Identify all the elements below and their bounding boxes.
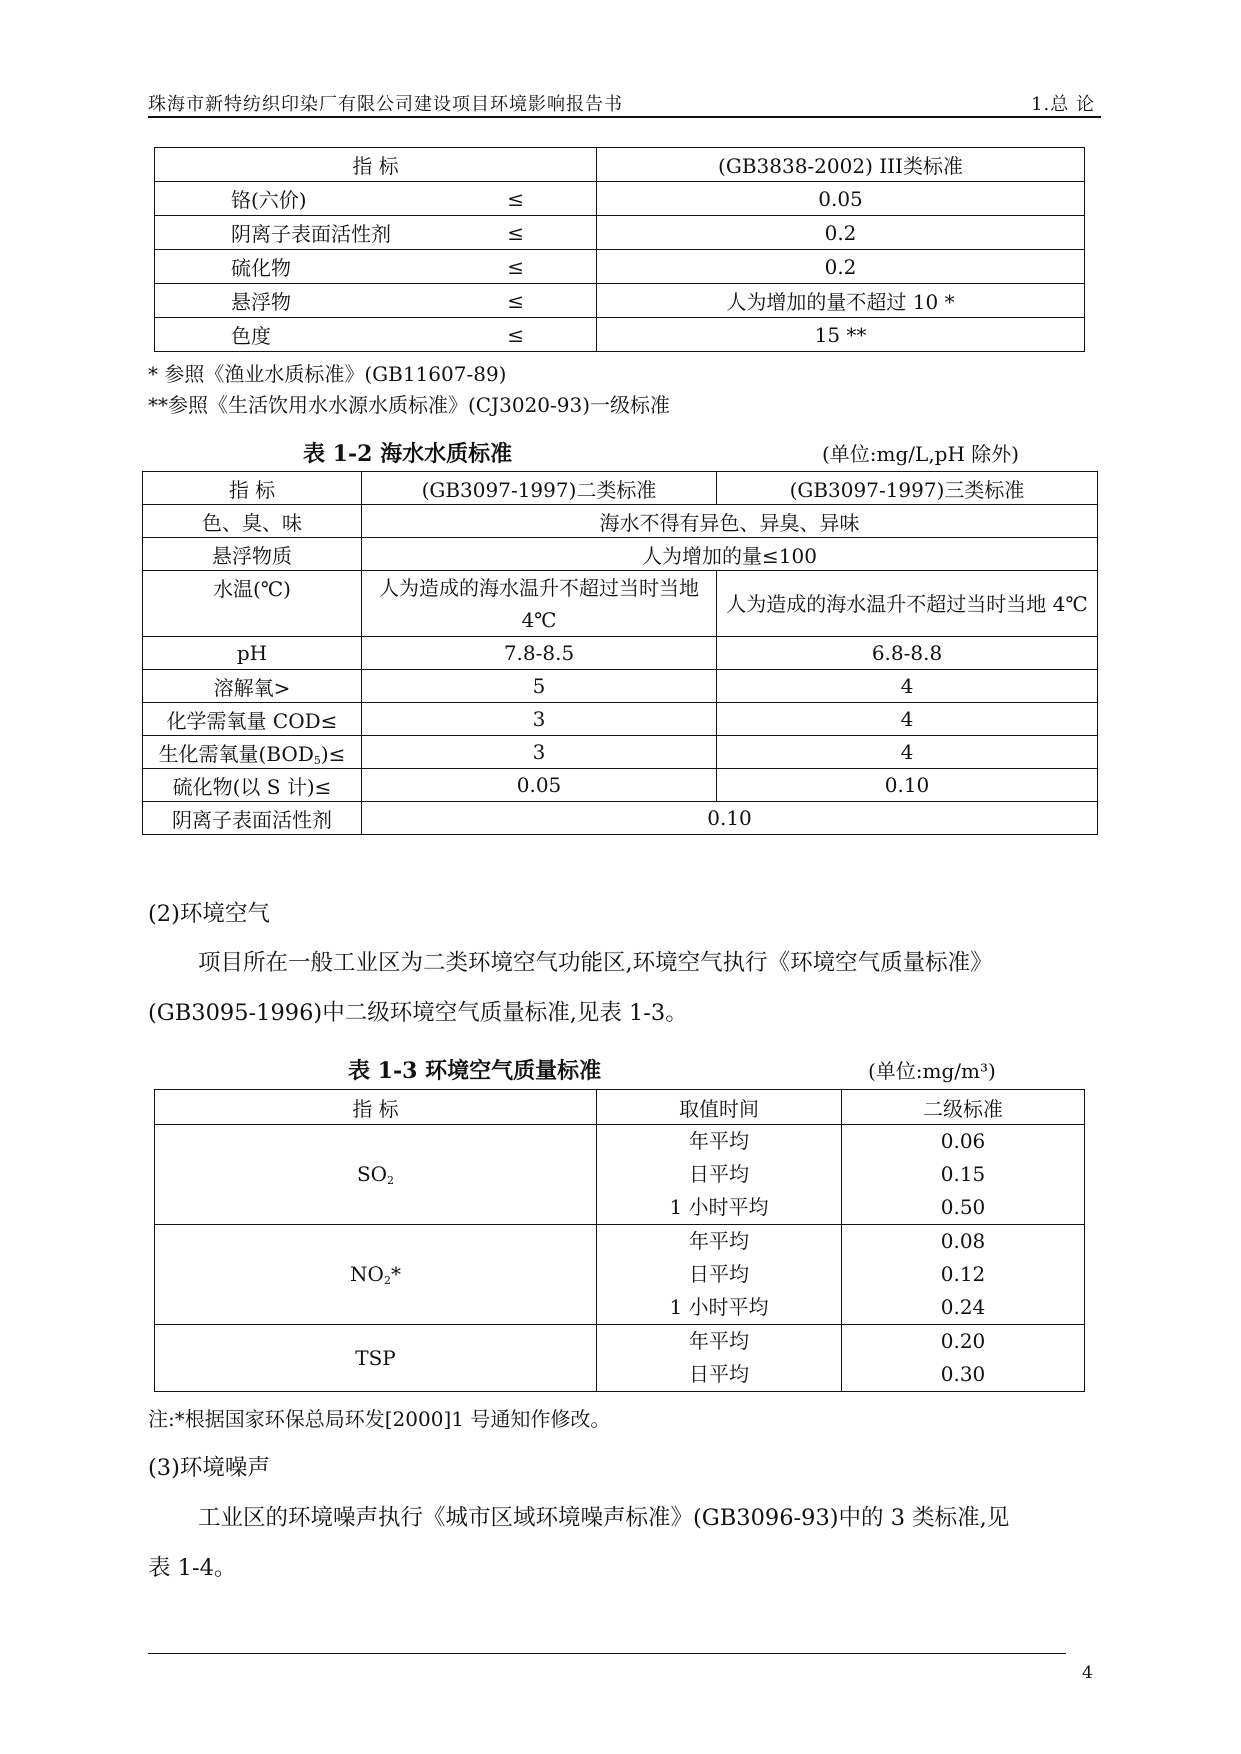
document-title: 珠海市新特纺织印染厂有限公司建设项目环境影响报告书 [148, 94, 623, 115]
header-cell: 取值时间 [597, 1090, 842, 1125]
header-cell: (GB3838-2002) III类标准 [597, 148, 1085, 182]
paragraph-line: (GB3095-1996)中二级环境空气质量标准,见表 1-3。 [148, 1000, 688, 1026]
averaging-time: 年平均 [689, 1229, 749, 1253]
table-row [143, 571, 1098, 637]
table-row [143, 703, 1098, 736]
surface-water-table [154, 147, 1085, 352]
averaging-time: 1 小时平均 [669, 1195, 769, 1219]
table-row [143, 670, 1098, 703]
averaging-times [597, 1325, 842, 1392]
footer-divider [148, 1653, 1066, 1654]
table-row [155, 182, 1085, 216]
standard-values [842, 1325, 1085, 1392]
operator: ≤ [507, 220, 524, 245]
standard-value: 人为增加的量不超过 10 * [597, 284, 1085, 318]
standard-value: 4 [717, 736, 1098, 769]
indicator-name: 阴离子表面活性剂 [231, 222, 391, 246]
paragraph-line: 表 1-4。 [148, 1555, 237, 1581]
table-row [143, 538, 1098, 571]
indicator-name: pH [143, 637, 362, 670]
averaging-time: 日平均 [689, 1162, 749, 1186]
table-row [143, 505, 1098, 538]
table-row [143, 802, 1098, 835]
table-footnote: 注:*根据国家环保总局环发[2000]1 号通知作修改。 [148, 1407, 611, 1431]
standard-value: 0.50 [940, 1195, 986, 1219]
indicator-name: 悬浮物 [231, 290, 291, 314]
table-row [143, 637, 1098, 670]
indicator-name: 色度 [231, 324, 271, 348]
table-header-row [155, 148, 1085, 182]
indicator-name: 化学需氧量 COD≤ [143, 703, 362, 736]
table-header-row [143, 472, 1098, 505]
averaging-time: 日平均 [689, 1362, 749, 1386]
standard-value: 0.15 [940, 1162, 986, 1186]
page-number: 4 [1082, 1663, 1093, 1683]
table-row [155, 250, 1085, 284]
standard-value: 人为增加的量≤100 [362, 538, 1098, 571]
standard-values [842, 1125, 1085, 1225]
indicator-name: 硫化物(以 S 计)≤ [143, 769, 362, 802]
air-quality-table [154, 1089, 1085, 1392]
operator: ≤ [507, 186, 524, 211]
indicator-name: 溶解氧> [143, 670, 362, 703]
standard-value: 0.2 [597, 250, 1085, 284]
standard-value: 0.05 [597, 182, 1085, 216]
pollutant-name [155, 1225, 597, 1325]
standard-value: 4 [717, 703, 1098, 736]
seawater-quality-table [142, 471, 1098, 835]
indicator-name-text: 生化需氧量(BOD [158, 741, 314, 766]
header-cell: (GB3097-1997)三类标准 [717, 472, 1098, 505]
table-row [143, 736, 1098, 769]
standard-value: 人为造成的海水温升不超过当时当地 4℃ [717, 571, 1098, 637]
indicator-name: 悬浮物质 [143, 538, 362, 571]
page-header [148, 86, 1101, 116]
table-row [155, 1125, 1085, 1225]
pollutant-name [155, 1125, 597, 1225]
header-cell: (GB3097-1997)二类标准 [362, 472, 717, 505]
header-cell: 指 标 [155, 1090, 597, 1125]
operator: ≤ [507, 322, 524, 347]
standard-value: 4 [717, 670, 1098, 703]
standard-value: 0.30 [940, 1362, 986, 1386]
averaging-time: 年平均 [689, 1129, 749, 1153]
standard-values [842, 1225, 1085, 1325]
table-row [155, 1325, 1085, 1392]
indicator-name: 水温(℃) [143, 571, 362, 637]
table-footnote: **参照《生活饮用水水源水质标准》(CJ3020-93)一级标准 [148, 393, 671, 417]
standard-value: 6.8-8.8 [717, 637, 1098, 670]
table-row [155, 284, 1085, 318]
standard-value: 0.08 [940, 1229, 986, 1253]
averaging-time: 年平均 [689, 1329, 749, 1353]
header-cell: 二级标准 [842, 1090, 1085, 1125]
standard-value: 海水不得有异色、异臭、异味 [362, 505, 1098, 538]
standard-value: 0.10 [362, 802, 1098, 835]
table-row [155, 318, 1085, 352]
indicator-name: 阴离子表面活性剂 [143, 802, 362, 835]
pollutant-text: NO [350, 1262, 384, 1286]
table-caption: 表 1-3 环境空气质量标准 [348, 1058, 602, 1084]
table-row [155, 216, 1085, 250]
standard-value: 5 [362, 670, 717, 703]
section-heading: (3)环境噪声 [148, 1455, 270, 1481]
indicator-name-text: )≤ [320, 741, 346, 766]
paragraph-line: 项目所在一般工业区为二类环境空气功能区,环境空气执行《环境空气质量标准》 [198, 950, 993, 976]
table-caption: 表 1-2 海水水质标准 [303, 441, 513, 467]
table-header-row [155, 1090, 1085, 1125]
pollutant-name [155, 1325, 597, 1392]
standard-value: 0.06 [940, 1129, 986, 1153]
averaging-time: 日平均 [689, 1262, 749, 1286]
section-label: 1.总 论 [1031, 94, 1095, 115]
header-divider [148, 116, 1101, 118]
averaging-times [597, 1225, 842, 1325]
table-row [143, 769, 1098, 802]
standard-value: 3 [362, 736, 717, 769]
indicator-name [143, 736, 362, 769]
paragraph-line: 工业区的环境噪声执行《城市区域环境噪声标准》(GB3096-93)中的 3 类标准,见 [198, 1505, 1010, 1531]
averaging-time: 1 小时平均 [669, 1295, 769, 1319]
standard-value: 0.2 [597, 216, 1085, 250]
operator: ≤ [507, 288, 524, 313]
table-footnote: * 参照《渔业水质标准》(GB11607-89) [148, 362, 507, 386]
table-row [155, 1225, 1085, 1325]
standard-value: 人为造成的海水温升不超过当时当地 4℃ [362, 571, 717, 637]
standard-value: 7.8-8.5 [362, 637, 717, 670]
standard-value: 0.10 [717, 769, 1098, 802]
averaging-times [597, 1125, 842, 1225]
operator: ≤ [507, 254, 524, 279]
table-unit: (单位:mg/m³) [868, 1059, 996, 1083]
header-cell: 指 标 [143, 472, 362, 505]
section-heading: (2)环境空气 [148, 901, 270, 927]
subscript: 5 [313, 753, 321, 767]
standard-value: 0.05 [362, 769, 717, 802]
indicator-name: 铬(六价) [231, 188, 307, 212]
pollutant-text: * [390, 1262, 401, 1286]
header-cell: 指 标 [155, 148, 597, 182]
standard-value: 0.20 [940, 1329, 986, 1353]
pollutant-text: SO [356, 1162, 388, 1186]
indicator-name: 色、臭、味 [143, 505, 362, 538]
standard-value: 0.12 [940, 1262, 986, 1286]
table-unit: (单位:mg/L,pH 除外) [822, 442, 1020, 466]
standard-value: 3 [362, 703, 717, 736]
standard-value: 0.24 [940, 1295, 986, 1319]
standard-value: 15 ** [597, 318, 1085, 352]
subscript: 2 [387, 1174, 395, 1187]
pollutant-text: TSP [355, 1346, 396, 1370]
indicator-name: 硫化物 [231, 256, 291, 280]
subscript: 2 [383, 1274, 391, 1287]
